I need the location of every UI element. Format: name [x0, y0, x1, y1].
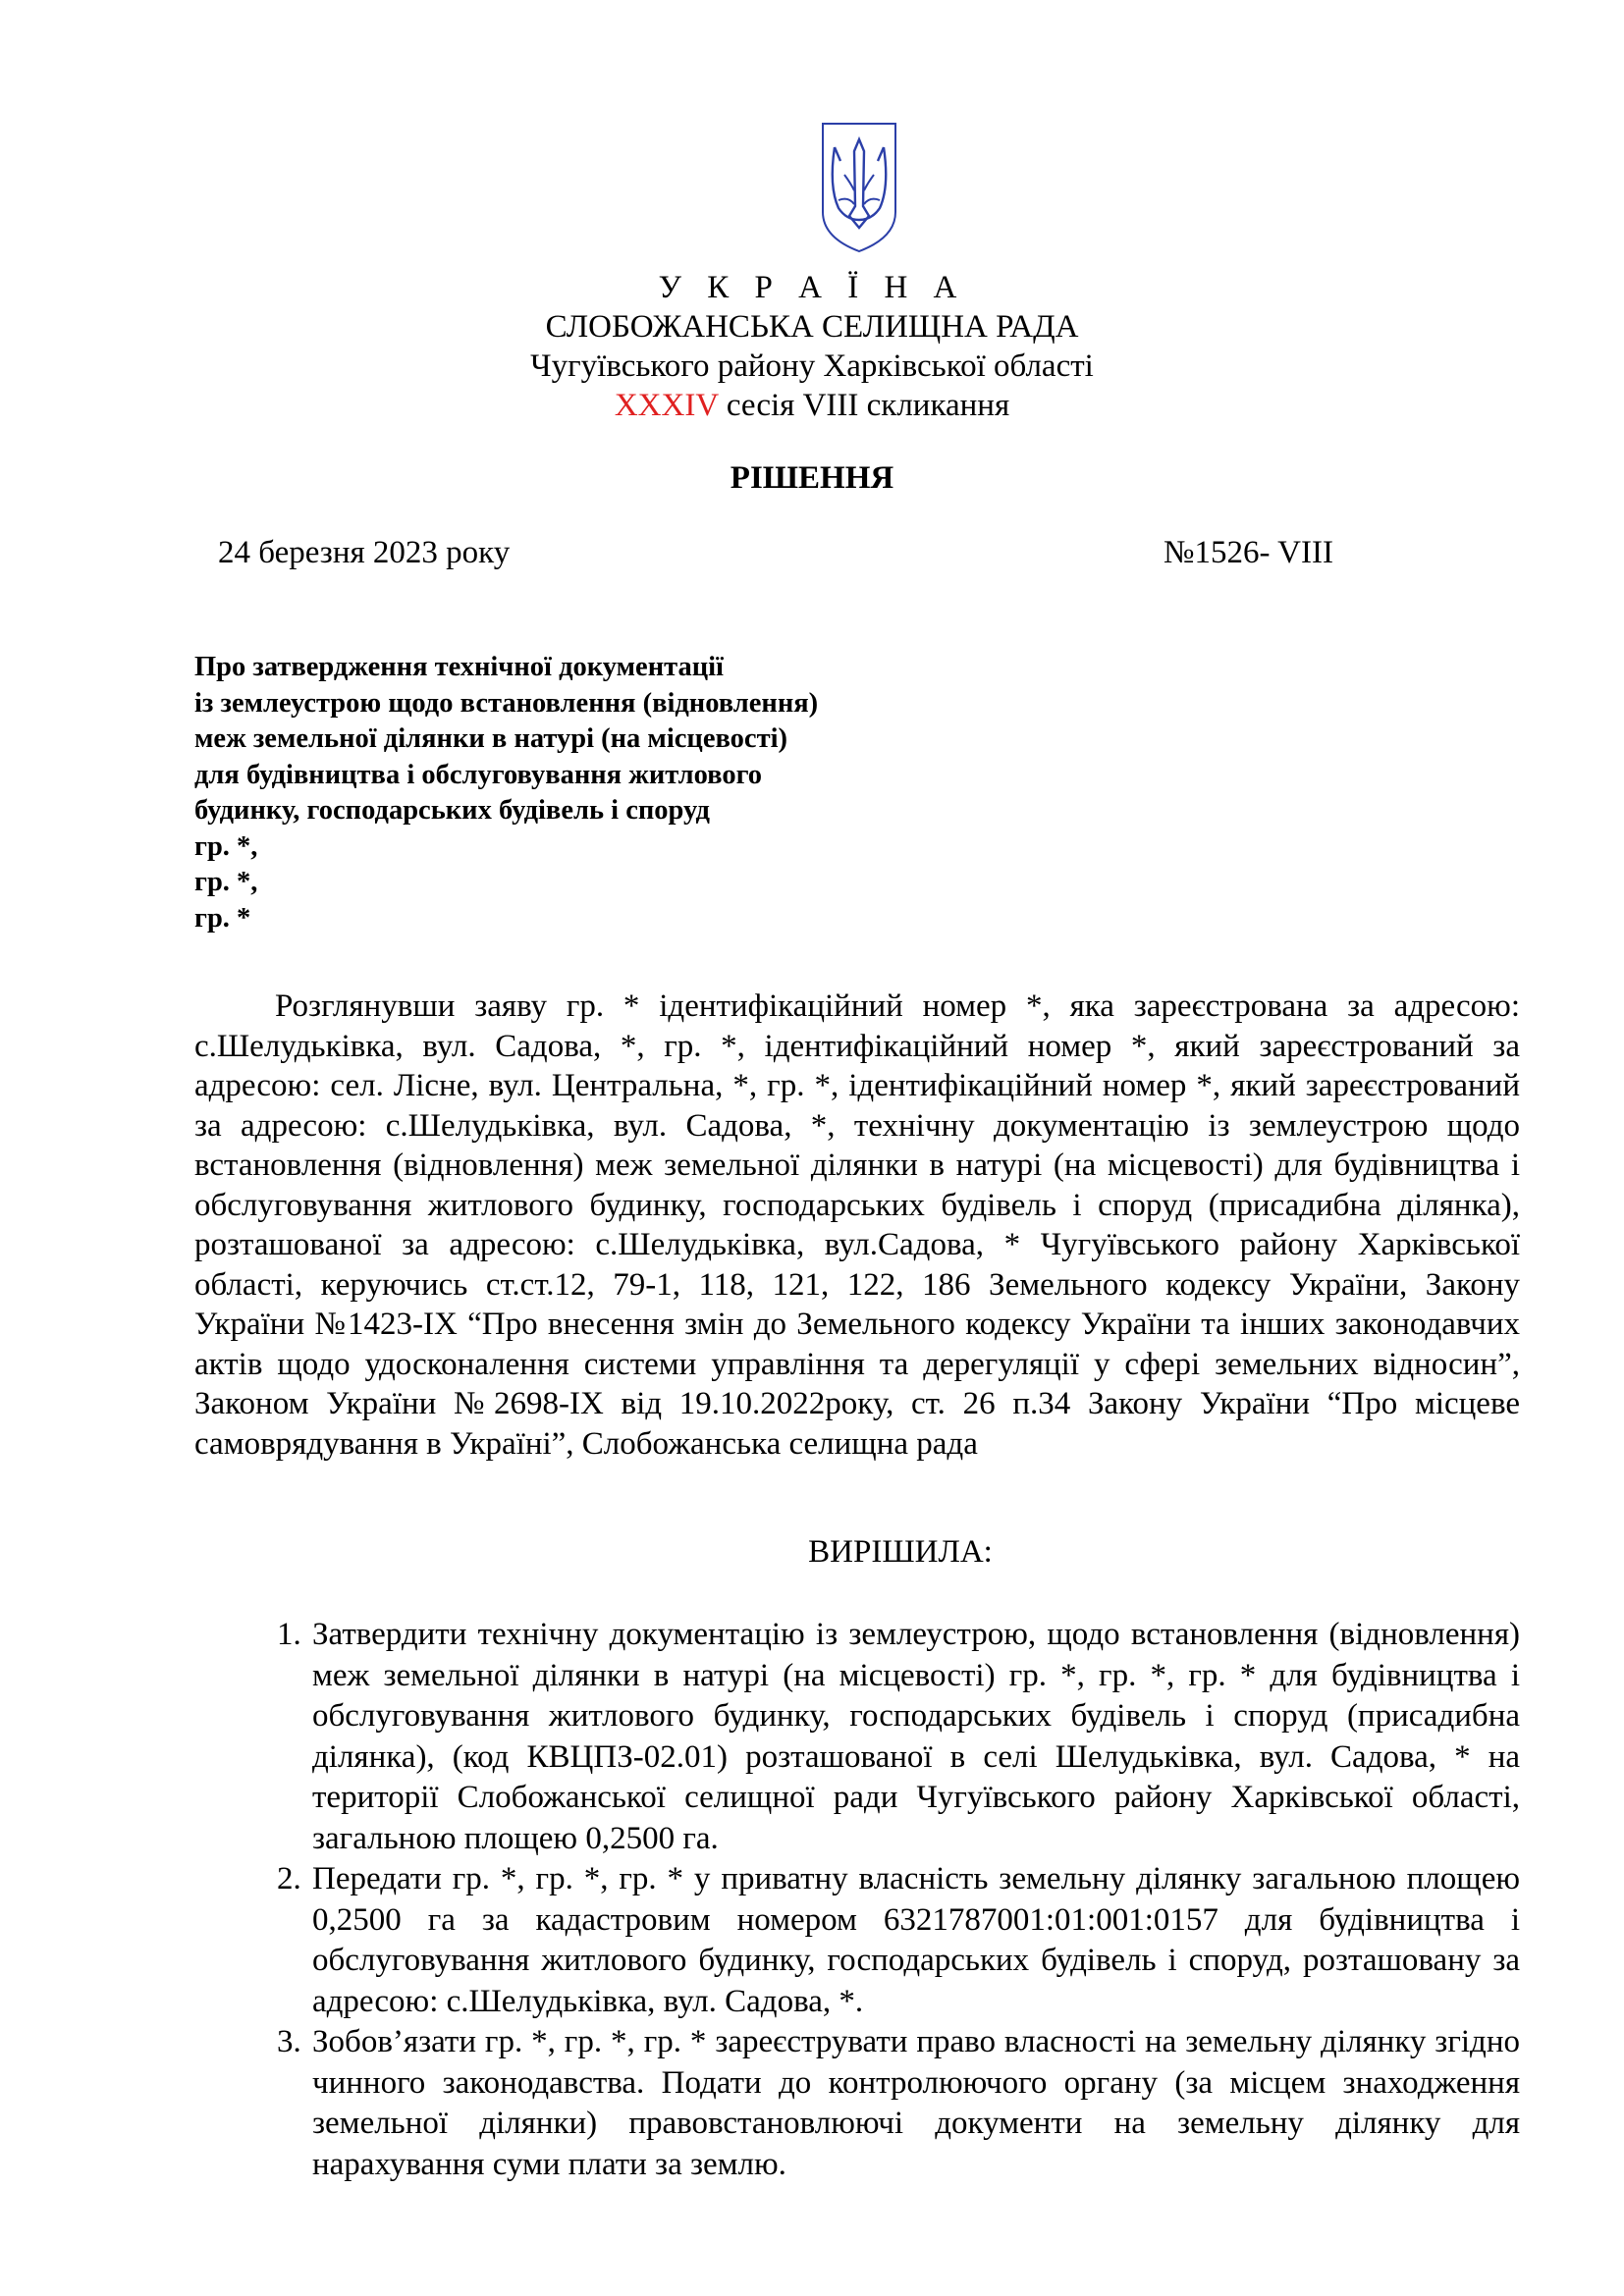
item-text: Зобов’язати гр. *, гр. *, гр. * зареєструвати право власності на земельну ділянку згідно чинного законодавства. Подати до контролюючого органу (за місцем знаходження земельної ділянки) правовстановлюючі документи на земельну ділянку для нарахування суми плати за землю. [312, 2024, 1520, 2182]
preamble-paragraph: Розглянувши заяву гр. * ідентифікаційний номер *, яка зареєстрована за адресою: с.Шелудьківка, вул. Садова, *, гр. *, ідентифікаційний номер *, який зареєстрований за адресою: сел. Лісне, вул. Центральна, *, гр. *, ідентифікаційний номер *, який зареєстрований за адресою: с.Шелудьківка, вул. Садова, *, технічну документацію із землеустрою щодо встановлення (відновлення) меж земельної ділянки в натурі (на місцевості) для будівництва і обслуговування житлового будинку, господарських будівель і споруд (присадибна ділянка), розташованої за адресою: с.Шелудьківка, вул.Садова, * Чугуївського району Харківської області, керуючись ст.ст.12, 79-1, 118, 121, 122, 186 Земельного кодексу України, Закону України №1423-IX “Про внесення змін до Земельного кодексу України та інших законодавчих актів щодо удосконалення системи управління та дерегуляції у сфері земельних відносин”, Законом України №2698-IX від 19.10.2022року, ст. 26 п.34 Закону України “Про місцеве самоврядування в Україні”, Слобожанська селищна рада [194, 988, 1520, 1462]
session-number: XXXIV [614, 388, 719, 423]
decision-date: 24 березня 2023 року [218, 535, 511, 570]
session-text: сесія VIII скликання [718, 388, 1010, 423]
decision-items-list [277, 1615, 1520, 2185]
item-number: 2. [277, 1861, 301, 1896]
item-number: 1. [277, 1617, 301, 1652]
country-name: У К Р А Ї Н А [658, 270, 966, 305]
list-item [277, 1859, 1520, 2022]
subject-line: гр. * [194, 902, 251, 934]
subject-line: для будівництва і обслуговування житлового [194, 759, 763, 790]
subject-line: будинку, господарських будівель і споруд [194, 795, 710, 826]
subject-line: із землеустрою щодо встановлення (відновлення) [194, 687, 819, 719]
item-text: Передати гр. *, гр. *, гр. * у приватну власність земельну ділянку загальною площею 0,2500 га за кадастровим номером 6321787001:01:001:0157 для будівництва і обслуговування житлового будинку, господарських будівель і споруд, розташовану за адресою: с.Шелудьківка, вул. Садова, *. [312, 1861, 1520, 2019]
subject-line: гр. *, [194, 867, 258, 897]
resolved-label: ВИРІШИЛА: [808, 1534, 993, 1570]
session-line [0, 385, 1624, 426]
council-name: СЛОБОЖАНСЬКА СЕЛИЩНА РАДА [545, 309, 1079, 345]
decision-subject [194, 650, 1078, 936]
item-number: 3. [277, 2024, 301, 2059]
subject-line: меж земельної ділянки в натурі (на місцевості) [194, 723, 787, 754]
decision-number: №1526- VIII [1164, 535, 1333, 570]
item-text: Затвердити технічну документацію із землеустрою, щодо встановлення (відновлення) меж земельної ділянки в натурі (на місцевості) гр. *, гр. *, гр. * для будівництва і обслуговування житлового будинку, господарських будівель і споруд (присадибна ділянка), (код КВЦПЗ-02.01) розташованої в селі Шелудьківка, вул. Садова, * на території Слобожанської селищної ради Чугуївського району Харківської області, загальною площею 0,2500 га. [312, 1617, 1520, 1856]
decision-title: РІШЕННЯ [730, 460, 894, 496]
subject-line: Про затвердження технічної документації [194, 652, 724, 682]
district-name: Чугуївського району Харківської області [530, 348, 1094, 384]
subject-line: гр. *, [194, 830, 258, 862]
list-item [277, 2022, 1520, 2185]
list-item [277, 1615, 1520, 1859]
trident-emblem-icon [815, 118, 903, 255]
